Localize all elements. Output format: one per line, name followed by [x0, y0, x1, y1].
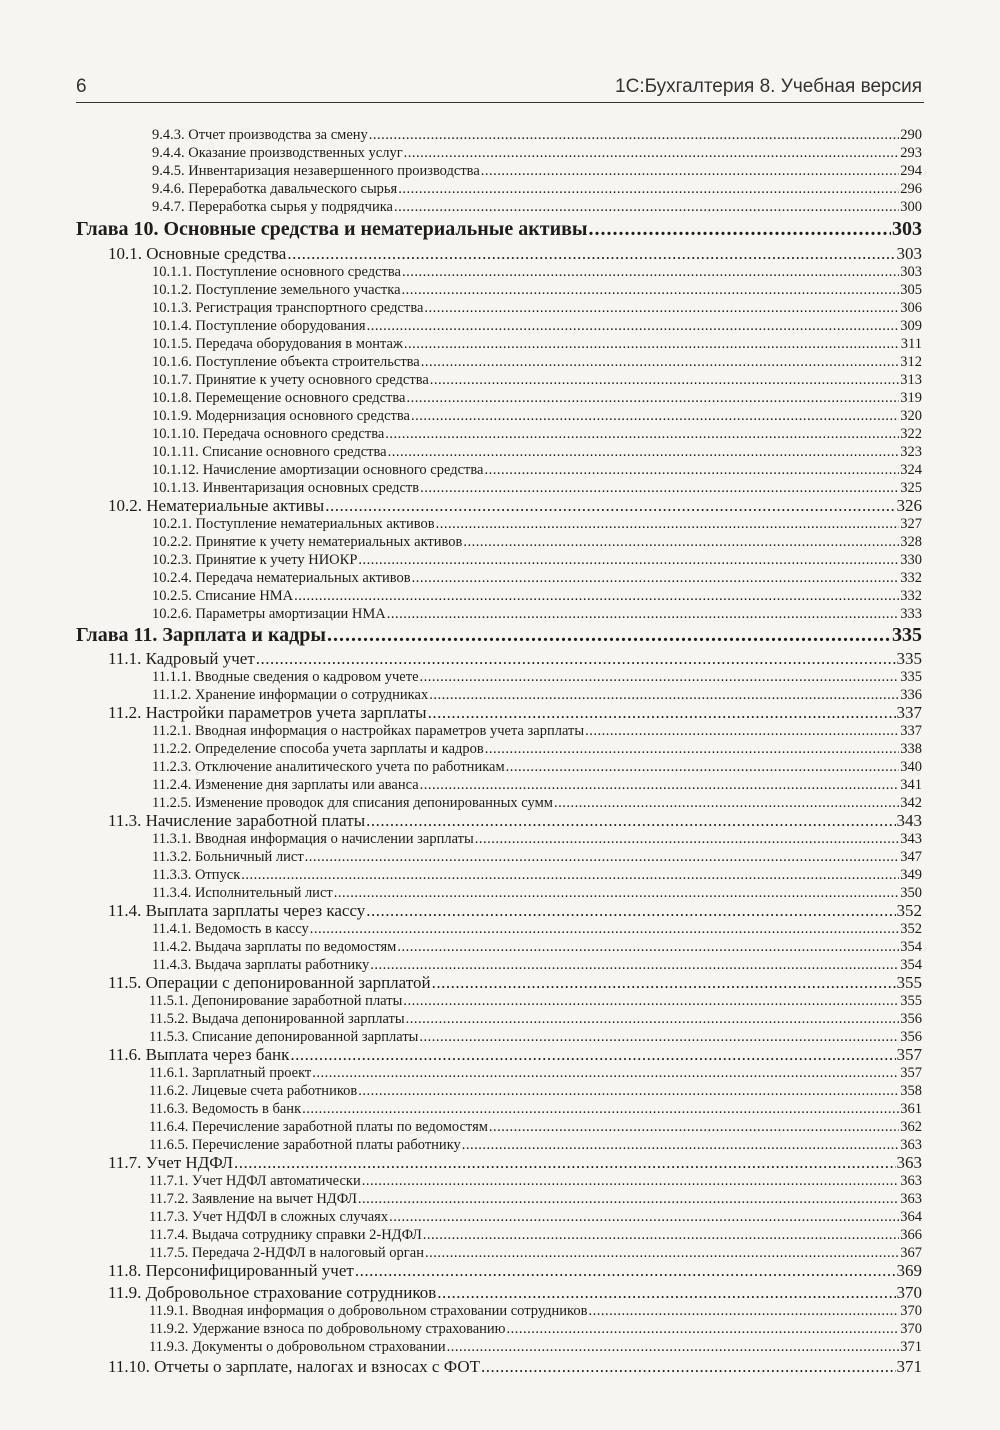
toc-subsection [149, 1010, 922, 1028]
toc-title: 10.2.2. Принятие к учету нематериальных активов [152, 534, 463, 550]
toc-subsection [152, 198, 922, 216]
toc-title: 11.9.1. Вводная информация о добровольном страховании сотрудников [149, 1303, 588, 1319]
toc-title: 11.5. Операции с депонированной зарплатой [108, 973, 431, 992]
toc-page-number: 303 [900, 264, 922, 280]
toc-subsection [152, 740, 922, 758]
toc-title: 11.6.1. Зарплатный проект [149, 1065, 312, 1081]
toc-page-number: 338 [900, 741, 922, 757]
toc-title: 11.3.3. Отпуск [152, 867, 241, 883]
toc-page-number: 358 [900, 1083, 922, 1099]
toc-title: 11.1.2. Хранение информации о сотрудниках [152, 687, 429, 703]
dot-leader [485, 740, 899, 755]
toc-subsection [152, 425, 922, 443]
toc-title: 11.2.1. Вводная информация о настройках параметров учета зарплаты [152, 723, 585, 739]
dot-leader [398, 180, 899, 195]
dot-leader [437, 1282, 895, 1299]
dot-leader [463, 533, 899, 548]
toc-subsection [152, 281, 922, 299]
dot-leader [385, 425, 899, 440]
toc-title: Глава 10. Основные средства и нематериальные активы [76, 218, 588, 240]
dot-leader [367, 317, 900, 332]
toc-page-number: 332 [900, 570, 922, 586]
toc-subsection [152, 848, 922, 866]
dot-leader [403, 992, 899, 1007]
toc-title: 10.1.13. Инвентаризация основных средств [152, 480, 420, 496]
dot-leader [404, 144, 900, 159]
toc-page-number: 363 [900, 1191, 922, 1207]
toc-title: 11.7.4. Выдача сотруднику справки 2-НДФЛ [149, 1227, 422, 1243]
toc-title: 11.3. Начисление заработной платы [108, 811, 366, 830]
page-header [76, 74, 924, 103]
toc-page-number: 363 [896, 1153, 922, 1172]
toc-page-number: 356 [900, 1029, 922, 1045]
toc-title: 10.1. Основные средства [108, 244, 287, 263]
toc-page-number: 364 [900, 1209, 922, 1225]
toc-title: 9.4.3. Отчет производства за смену [152, 127, 368, 143]
dot-leader [420, 479, 899, 494]
dot-leader [366, 810, 895, 827]
toc-page-number: 319 [900, 390, 922, 406]
toc-subsection [149, 1208, 922, 1226]
toc-page-number: 357 [896, 1045, 922, 1064]
toc-section [108, 1152, 922, 1173]
toc-section [108, 702, 922, 723]
toc-title: 10.2. Нематериальные активы [108, 496, 325, 515]
toc-page-number: 354 [900, 957, 922, 973]
dot-leader [358, 551, 899, 566]
dot-leader [588, 1302, 899, 1317]
dot-leader [432, 972, 896, 989]
toc-subsection [149, 1100, 922, 1118]
toc-title: 11.1.1. Вводные сведения о кадровом учете [152, 669, 419, 685]
toc-page-number: 328 [900, 534, 922, 550]
toc-page-number: 363 [900, 1137, 922, 1153]
toc-section [108, 243, 922, 264]
toc-title: 11.6.3. Ведомость в банк [149, 1101, 302, 1117]
dot-leader [420, 668, 900, 683]
toc-page-number: 352 [900, 921, 922, 937]
toc-page-number: 371 [900, 1339, 922, 1355]
toc-page-number: 313 [900, 372, 922, 388]
toc-page-number: 343 [896, 811, 922, 830]
dot-leader [234, 1152, 896, 1169]
dot-leader [489, 1118, 899, 1133]
toc-page-number: 337 [900, 723, 922, 739]
toc-subsection [152, 866, 922, 884]
toc-page-number: 350 [900, 885, 922, 901]
toc-title: 11.2.3. Отключение аналитического учета по работникам [152, 759, 505, 775]
toc-page-number: 341 [900, 777, 922, 793]
toc-title: 11.3.2. Больничный лист [152, 849, 304, 865]
toc-title: 10.1.4. Поступление оборудования [152, 318, 366, 334]
dot-leader [424, 299, 899, 314]
toc-page-number: 324 [900, 462, 922, 478]
toc-subsection [149, 1338, 922, 1356]
toc-title: 11.4. Выплата зарплаты через кассу [108, 901, 366, 920]
toc-page-number: 325 [900, 480, 922, 496]
toc-title: 10.1.2. Поступление земельного участка [152, 282, 401, 298]
toc-subsection [152, 722, 922, 740]
toc-page-number: 335 [892, 624, 922, 646]
toc-title: 11.4.1. Ведомость в кассу [152, 921, 309, 937]
dot-leader [362, 1172, 900, 1187]
toc-title: 11.6.5. Перечисление заработной платы работнику [149, 1137, 461, 1153]
toc-subsection [152, 461, 922, 479]
toc-subsection [152, 299, 922, 317]
toc-subsection [152, 407, 922, 425]
toc-section [108, 495, 922, 516]
toc-subsection [152, 162, 922, 180]
toc-subsection [152, 605, 922, 623]
toc-chapter [76, 623, 922, 647]
toc-subsection [149, 1302, 922, 1320]
toc-title: 11.2.5. Изменение проводок для списания депонированных сумм [152, 795, 553, 811]
dot-leader [325, 495, 895, 512]
toc-subsection [149, 1226, 922, 1244]
toc-page-number: 309 [900, 318, 922, 334]
toc-page-number: 294 [900, 163, 922, 179]
toc-subsection [152, 443, 922, 461]
toc-page-number: 370 [896, 1283, 922, 1302]
toc-subsection [152, 353, 922, 371]
toc-page-number: 322 [900, 426, 922, 442]
dot-leader [241, 866, 899, 881]
toc-page-number: 290 [900, 127, 922, 143]
toc-title: 10.2.5. Списание НМА [152, 588, 294, 604]
toc-page-number: 370 [900, 1321, 922, 1337]
dot-leader [481, 162, 899, 177]
toc-page-number: 320 [900, 408, 922, 424]
toc-page-number: 347 [900, 849, 922, 865]
toc-title: 11.2.4. Изменение дня зарплаты или аванса [152, 777, 419, 793]
toc-section [108, 1044, 922, 1065]
toc-subsection [152, 389, 922, 407]
dot-leader [369, 126, 899, 141]
toc-title: 11.1. Кадровый учет [108, 649, 255, 668]
toc-title: 11.7.3. Учет НДФЛ в сложных случаях [149, 1209, 389, 1225]
dot-leader [425, 1244, 899, 1259]
dot-leader [294, 587, 899, 602]
toc-subsection [152, 668, 922, 686]
toc-subsection [149, 1064, 922, 1082]
toc-subsection [152, 515, 922, 533]
toc-page-number: 363 [900, 1173, 922, 1189]
dot-leader [412, 569, 900, 584]
dot-leader [402, 263, 899, 278]
page-number: 6 [76, 76, 87, 97]
toc-title: 10.1.10. Передача основного средства [152, 426, 385, 442]
toc-subsection [152, 830, 922, 848]
dot-leader [327, 623, 891, 643]
dot-leader [484, 461, 899, 476]
toc-section [108, 900, 922, 921]
toc-subsection [152, 758, 922, 776]
dot-leader [475, 830, 900, 845]
dot-leader [481, 1356, 896, 1373]
toc-section [108, 1260, 922, 1281]
dot-leader [334, 884, 900, 899]
toc-section [108, 1356, 922, 1377]
toc-page-number: 367 [900, 1245, 922, 1261]
toc-page-number: 305 [900, 282, 922, 298]
toc-page-number: 352 [896, 901, 922, 920]
toc-title: 10.1.12. Начисление амортизации основного средства [152, 462, 484, 478]
toc-subsection [152, 776, 922, 794]
dot-leader [428, 702, 896, 719]
toc-title: 10.2.4. Передача нематериальных активов [152, 570, 411, 586]
dot-leader [436, 515, 900, 530]
toc-title: 11.2.2. Определение способа учета зарплаты и кадров [152, 741, 484, 757]
dot-leader [429, 686, 899, 701]
toc-title: 10.2.1. Поступление нематериальных активов [152, 516, 435, 532]
toc-page-number: 355 [900, 993, 922, 1009]
toc-title: 10.1.5. Передача оборудования в монтаж [152, 336, 403, 352]
toc-title: 9.4.7. Переработка сырья у подрядчика [152, 199, 393, 215]
toc-title: 11.8. Персонифицированный учет [108, 1261, 354, 1280]
dot-leader [388, 443, 900, 458]
dot-leader [387, 605, 899, 620]
dot-leader [394, 198, 899, 213]
dot-leader [355, 1260, 896, 1277]
dot-leader [421, 353, 900, 368]
toc-title: 11.6.2. Лицевые счета работников [149, 1083, 358, 1099]
toc-page-number: 349 [900, 867, 922, 883]
toc-page-number: 340 [900, 759, 922, 775]
toc-title: 9.4.6. Переработка давальческого сырья [152, 181, 398, 197]
toc-title: 9.4.5. Инвентаризация незавершенного производства [152, 163, 480, 179]
toc-title: 11.7.5. Передача 2-НДФЛ в налоговый орган [149, 1245, 424, 1261]
toc-subsection [152, 938, 922, 956]
toc-page-number: 333 [900, 606, 922, 622]
toc-title: 10.1.11. Списание основного средства [152, 444, 387, 460]
toc-page-number: 300 [900, 199, 922, 215]
dot-leader [290, 1044, 895, 1061]
toc-page-number: 356 [900, 1011, 922, 1027]
toc-page-number: 354 [900, 939, 922, 955]
toc-title: 10.1.8. Перемещение основного средства [152, 390, 406, 406]
toc-subsection [152, 587, 922, 605]
toc-chapter [76, 217, 922, 241]
toc-page-number: 371 [896, 1357, 922, 1376]
toc-title: 11.7. Учет НДФЛ [108, 1153, 233, 1172]
toc-section [108, 648, 922, 669]
toc-title: 11.10. Отчеты о зарплате, налогах и взносах с ФОТ [108, 1357, 480, 1376]
dot-leader [389, 1208, 899, 1223]
toc-title: 11.9.3. Документы о добровольном страховании [149, 1339, 446, 1355]
dot-leader [310, 920, 900, 935]
toc-subsection [152, 335, 922, 353]
toc-page-number: 332 [900, 588, 922, 604]
dot-leader [256, 648, 896, 665]
toc-title: 10.2.3. Принятие к учету НИОКР [152, 552, 358, 568]
toc-subsection [152, 144, 922, 162]
toc-subsection [152, 569, 922, 587]
toc-subsection [149, 1190, 922, 1208]
dot-leader [447, 1338, 900, 1353]
toc-title: 11.2. Настройки параметров учета зарплаты [108, 703, 427, 722]
toc-page-number: 357 [900, 1065, 922, 1081]
dot-leader [411, 407, 899, 422]
toc-title: 10.2.6. Параметры амортизации НМА [152, 606, 386, 622]
toc-title: 10.1.1. Поступление основного средства [152, 264, 401, 280]
toc-subsection [149, 992, 922, 1010]
toc-page-number: 335 [900, 669, 922, 685]
dot-leader [406, 1010, 900, 1025]
toc-title: 10.1.7. Принятие к учету основного средства [152, 372, 429, 388]
toc-page-number: 312 [900, 354, 922, 370]
toc-subsection [149, 1118, 922, 1136]
toc-title: 11.6.4. Перечисление заработной платы по ведомостям [149, 1119, 488, 1135]
toc-subsection [149, 1320, 922, 1338]
toc-title: 11.9. Добровольное страхование сотрудников [108, 1283, 437, 1302]
dot-leader [419, 1028, 899, 1043]
dot-leader [370, 956, 899, 971]
toc-page-number: 326 [896, 496, 922, 515]
toc-title: 11.6. Выплата через банк [108, 1045, 290, 1064]
toc-page-number: 327 [900, 516, 922, 532]
dot-leader [507, 1320, 900, 1335]
toc-title: 11.3.1. Вводная информация о начислении зарплаты [152, 831, 474, 847]
toc-page-number: 311 [900, 336, 922, 352]
toc-page-number: 366 [900, 1227, 922, 1243]
toc-title: 11.5.2. Выдача депонированной зарплаты [149, 1011, 405, 1027]
toc-page-number: 303 [896, 244, 922, 263]
dot-leader [366, 900, 895, 917]
toc-subsection [152, 920, 922, 938]
toc-page-number: 343 [900, 831, 922, 847]
toc-section [108, 972, 922, 993]
dot-leader [406, 389, 899, 404]
toc-page-number: 323 [900, 444, 922, 460]
toc-page-number: 330 [900, 552, 922, 568]
toc-subsection [152, 551, 922, 569]
dot-leader [423, 1226, 899, 1241]
toc-title: 11.7.2. Заявление на вычет НДФЛ [149, 1191, 357, 1207]
toc-page-number: 355 [896, 973, 922, 992]
toc-page-number: 362 [900, 1119, 922, 1135]
dot-leader [397, 938, 899, 953]
toc-page-number: 306 [900, 300, 922, 316]
dot-leader [585, 722, 899, 737]
dot-leader [305, 848, 900, 863]
toc-page-number: 337 [896, 703, 922, 722]
dot-leader [302, 1100, 899, 1115]
toc-subsection [152, 533, 922, 551]
toc-subsection [152, 180, 922, 198]
toc-subsection [152, 371, 922, 389]
toc-subsection [152, 317, 922, 335]
toc-section [108, 810, 922, 831]
dot-leader [462, 1136, 899, 1151]
toc-title: 10.1.6. Поступление объекта строительства [152, 354, 420, 370]
toc-page-number: 342 [900, 795, 922, 811]
dot-leader [287, 243, 895, 260]
dot-leader [589, 217, 891, 237]
toc-subsection [149, 1082, 922, 1100]
toc-title: 11.9.2. Удержание взноса по добровольному страхованию [149, 1321, 506, 1337]
dot-leader [404, 335, 900, 350]
toc-page-number: 335 [896, 649, 922, 668]
toc-title: Глава 11. Зарплата и кадры [76, 624, 326, 646]
toc-page-number: 336 [900, 687, 922, 703]
toc-title: 10.1.9. Модернизация основного средства [152, 408, 410, 424]
toc-title: 11.4.3. Выдача зарплаты работнику [152, 957, 370, 973]
toc-title: 11.5.1. Депонирование заработной платы [149, 993, 403, 1009]
toc-subsection [152, 126, 922, 144]
dot-leader [358, 1082, 899, 1097]
toc-title: 11.5.3. Списание депонированной зарплаты [149, 1029, 419, 1045]
toc-page-number: 369 [896, 1261, 922, 1280]
toc-title: 11.7.1. Учет НДФЛ автоматически [149, 1173, 361, 1189]
toc-title: 11.3.4. Исполнительный лист [152, 885, 333, 901]
book-title: 1С:Бухгалтерия 8. Учебная версия [615, 76, 922, 97]
toc-page-number: 370 [900, 1303, 922, 1319]
toc-page-number: 361 [900, 1101, 922, 1117]
dot-leader [402, 281, 900, 296]
dot-leader [506, 758, 900, 773]
toc-title: 9.4.4. Оказание производственных услуг [152, 145, 403, 161]
toc-page-number: 293 [900, 145, 922, 161]
toc-title: 11.4.2. Выдача зарплаты по ведомостям [152, 939, 397, 955]
toc-page-number: 303 [892, 218, 922, 240]
dot-leader [312, 1064, 899, 1079]
toc-title: 10.1.3. Регистрация транспортного средства [152, 300, 424, 316]
toc-page-number: 296 [900, 181, 922, 197]
toc-section [108, 1282, 922, 1303]
toc-subsection [149, 1172, 922, 1190]
dot-leader [358, 1190, 899, 1205]
toc-subsection [152, 263, 922, 281]
dot-leader [554, 794, 899, 809]
dot-leader [420, 776, 900, 791]
dot-leader [430, 371, 899, 386]
